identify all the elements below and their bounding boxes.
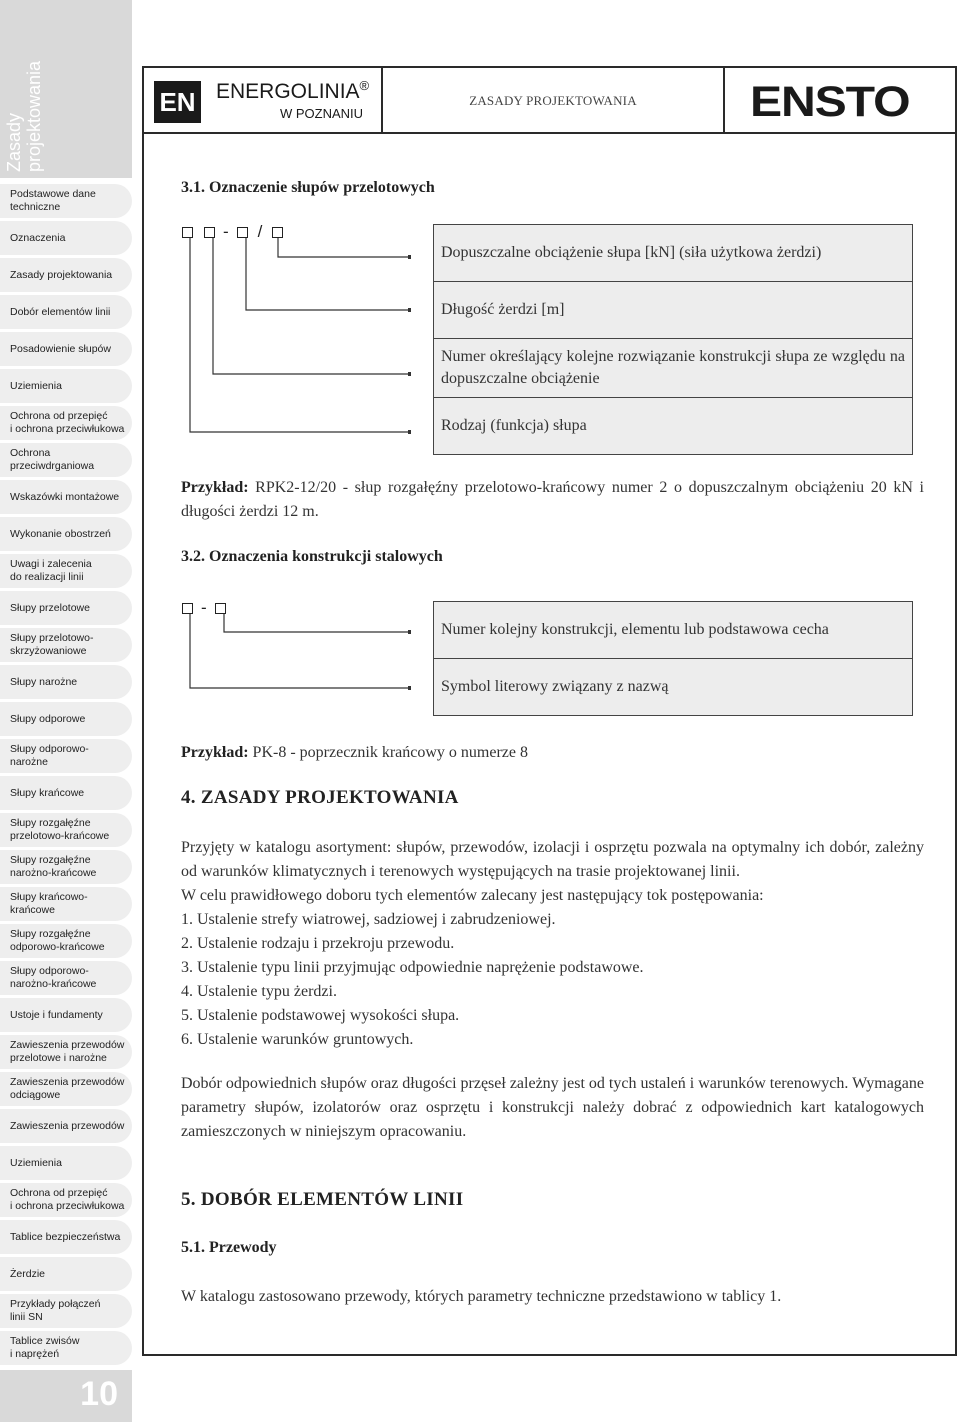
code-box: [237, 227, 248, 238]
step-item: 3. Ustalenie typu linii przyjmując odpowiednie naprężenie podstawowe.: [181, 959, 644, 976]
sidebar-item[interactable]: [0, 665, 132, 699]
section-4-title: 4. ZASADY PROJEKTOWANIA: [181, 787, 459, 808]
example-label: Przykład:: [181, 744, 249, 761]
sidebar-item[interactable]: [0, 1257, 132, 1291]
sidebar-item[interactable]: [0, 332, 132, 366]
sidebar-item[interactable]: [0, 295, 132, 329]
section-3-2-title: 3.2. Oznaczenia konstrukcji stalowych: [181, 548, 443, 565]
sidebar-item[interactable]: [0, 813, 132, 847]
registered-mark: ®: [359, 78, 370, 93]
code-label-text: Dopuszczalne obciążenie słupa [kN] (siła użytkowa żerdzi): [441, 244, 822, 261]
sidebar-item[interactable]: [0, 1146, 132, 1180]
company-city: W POZNANIU: [280, 106, 364, 121]
sidebar-item[interactable]: [0, 1183, 132, 1217]
sidebar-item-label: Słupy narożne: [10, 675, 78, 688]
sidebar-item-label: Słupy rozgałęźne odporowo-krańcowe: [10, 928, 105, 953]
section-5-title: 5. DOBÓR ELEMENTÓW LINII: [181, 1189, 464, 1210]
sidebar-item-label: Dobór elementów linii: [10, 305, 111, 318]
sidebar-item[interactable]: [0, 1294, 132, 1328]
code-label-number: [433, 338, 913, 398]
sidebar-item-label: Zawieszenia przewodów: [10, 1119, 125, 1132]
sidebar-item-label: Słupy krańcowe: [10, 786, 85, 799]
sidebar: [0, 0, 132, 1422]
step-item: 2. Ustalenie rodzaju i przekroju przewodu.: [181, 935, 455, 952]
sidebar-item[interactable]: [0, 554, 132, 588]
sidebar-item[interactable]: [0, 480, 132, 514]
sidebar-item-label: Tablice bezpieczeństwa: [10, 1230, 121, 1243]
sidebar-item-label: Wskazówki montażowe: [10, 490, 120, 503]
example-text: PK-8 - poprzecznik krańcowy o numerze 8: [248, 744, 528, 761]
code-box: [182, 227, 193, 238]
sidebar-item-label: Tablice zwisów i naprężeń: [10, 1335, 80, 1360]
company-name-text: ENERGOLINIA: [216, 80, 360, 103]
sidebar-item-label: Oznaczenia: [10, 231, 66, 244]
sidebar-item-label: Zasady projektowania: [10, 268, 113, 281]
steel-code-leader-lines: [180, 614, 420, 694]
example-label: Przykład:: [181, 479, 249, 496]
sidebar-item-label: Słupy krańcowo- krańcowe: [10, 891, 88, 916]
section-4-steps: [181, 908, 924, 1052]
sidebar-item[interactable]: [0, 184, 132, 218]
sidebar-item[interactable]: [0, 369, 132, 403]
code-label-text: Numer określający kolejne rozwiązanie konstrukcji słupa ze względu na dopuszczalne obciążenie: [441, 348, 905, 387]
code-label-load: [433, 224, 913, 282]
en-logo: EN: [154, 81, 201, 123]
step-item: 4. Ustalenie typu żerdzi.: [181, 983, 337, 1000]
sidebar-item-label: Przykłady połączeń linii SN: [10, 1298, 101, 1323]
sidebar-item[interactable]: [0, 1331, 132, 1365]
sidebar-item-label: Uwagi i zalecenia do realizacji linii: [10, 558, 92, 583]
code-label-text: Symbol literowy związany z nazwą: [441, 678, 669, 695]
sidebar-item[interactable]: [0, 924, 132, 958]
sidebar-item-label: Posadowienie słupów: [10, 342, 111, 355]
sidebar-item[interactable]: [0, 961, 132, 995]
section-4-lead: W celu prawidłowego doboru tych elementów zalecany jest następujący tok postępowania:: [181, 887, 764, 904]
code-label-type: [433, 397, 913, 455]
section-5-1-title: 5.1. Przewody: [181, 1239, 277, 1256]
sidebar-item[interactable]: [0, 628, 132, 662]
sidebar-item-label: Słupy odporowo- narożno-krańcowe: [10, 965, 97, 990]
code-leader-lines: [180, 238, 420, 438]
page-number: 10: [80, 1375, 118, 1413]
sidebar-item[interactable]: [0, 739, 132, 773]
sidebar-item-label: Ustoje i fundamenty: [10, 1008, 103, 1021]
section-4-intro: Przyjęty w katalogu asortyment: słupów, przewodów, izolacji i osprzętu pozwala na optymalny ich dobór, zależny od warunków klimatycznych i terenowych występujących na trasie projektowanej linii.: [181, 839, 924, 880]
example-text: RPK2-12/20 - słup rozgałęźny przelotowo-krańcowy numer 2 o dopuszczalnym obciążeniu 20 kN i długości żerdzi 12 m.: [181, 479, 924, 520]
step-item: 1. Ustalenie strefy wiatrowej, sadziowej i zabrudzeniowej.: [181, 911, 556, 928]
sidebar-item[interactable]: [0, 850, 132, 884]
header-section-title: ZASADY PROJEKTOWANIA: [469, 93, 637, 108]
sidebar-item-label: Ochrona od przepięć i ochrona przeciwłukowa: [10, 1187, 125, 1212]
company-name: [216, 80, 369, 104]
sidebar-item[interactable]: [0, 1220, 132, 1254]
sidebar-item[interactable]: [0, 221, 132, 255]
code-separator: -: [201, 598, 207, 617]
sidebar-item-label: Ochrona przeciwdrganiowa: [10, 447, 95, 472]
sidebar-item[interactable]: [0, 1072, 132, 1106]
code-box: [204, 227, 215, 238]
code-box: [215, 603, 226, 614]
sidebar-item[interactable]: [0, 258, 132, 292]
code-separator: /: [257, 222, 263, 241]
example-3-1: [181, 476, 924, 524]
sidebar-item-label: Zawieszenia przewodów przelotowe i narożne: [10, 1039, 125, 1064]
sidebar-item[interactable]: [0, 702, 132, 736]
sidebar-header: [0, 0, 132, 178]
sidebar-footer: [0, 1370, 132, 1422]
step-item: 6. Ustalenie warunków gruntowych.: [181, 1031, 414, 1048]
code-box: [182, 603, 193, 614]
steel-label-symbol: [433, 658, 913, 716]
section-4-closing: Dobór odpowiednich słupów oraz długości przęseł zależny jest od tych ustaleń i warunków terenowych. Wymagane parametry słupów, izolatorów oraz osprzętu i konstrukcji należy dobrać z odpowiednich kart katalogowych zamieszczonych w niniejszym opracowaniu.: [181, 1075, 924, 1140]
code-label-text: Rodzaj (funkcja) słupa: [441, 417, 587, 434]
ensto-logo: ENSTO: [750, 78, 910, 126]
sidebar-item-label: Podstawowe dane techniczne: [10, 188, 96, 213]
sidebar-item[interactable]: [0, 887, 132, 921]
section-5-1-text: W katalogu zastosowano przewody, których parametry techniczne przedstawiono w tablicy 1.: [181, 1288, 782, 1305]
sidebar-item[interactable]: [0, 443, 132, 477]
steel-label-number: [433, 601, 913, 659]
code-separator: -: [223, 222, 229, 241]
sidebar-item[interactable]: [0, 591, 132, 625]
header-divider: [723, 68, 725, 134]
page-header: [144, 68, 955, 134]
sidebar-item-label: Słupy rozgałęźne narożno-krańcowe: [10, 854, 97, 879]
sidebar-item-label: Słupy przelotowo- skrzyżowaniowe: [10, 632, 94, 657]
code-label-length: [433, 281, 913, 339]
code-label-text: Numer kolejny konstrukcji, elementu lub podstawowa cecha: [441, 621, 829, 638]
sidebar-item[interactable]: [0, 998, 132, 1032]
sidebar-item[interactable]: [0, 776, 132, 810]
sidebar-item-label: Ochrona od przepięć i ochrona przeciwłukowa: [10, 410, 125, 435]
example-3-2: [181, 741, 924, 765]
sidebar-item[interactable]: [0, 517, 132, 551]
step-item: 5. Ustalenie podstawowej wysokości słupa.: [181, 1007, 460, 1024]
code-box: [272, 227, 283, 238]
sidebar-title: Zasady projektowania: [4, 60, 44, 172]
sidebar-item-label: Słupy przelotowe: [10, 601, 90, 614]
code-label-text: Długość żerdzi [m]: [441, 301, 565, 318]
sidebar-item[interactable]: [0, 1035, 132, 1069]
sidebar-item-label: Żerdzie: [10, 1267, 46, 1280]
section-3-1-title: 3.1. Oznaczenie słupów przelotowych: [181, 179, 435, 196]
sidebar-item-label: Uziemienia: [10, 1156, 62, 1169]
sidebar-item-label: Wykonanie obostrzeń: [10, 527, 111, 540]
sidebar-item-label: Słupy rozgałęźne przelotowo-krańcowe: [10, 817, 110, 842]
sidebar-item-label: Słupy odporowo-narożne: [10, 743, 89, 768]
sidebar-item[interactable]: [0, 406, 132, 440]
sidebar-item-label: Słupy odporowe: [10, 712, 86, 725]
sidebar-item-label: Uziemienia: [10, 379, 62, 392]
sidebar-item[interactable]: [0, 1109, 132, 1143]
sidebar-item-label: Zawieszenia przewodów odciągowe: [10, 1076, 125, 1101]
